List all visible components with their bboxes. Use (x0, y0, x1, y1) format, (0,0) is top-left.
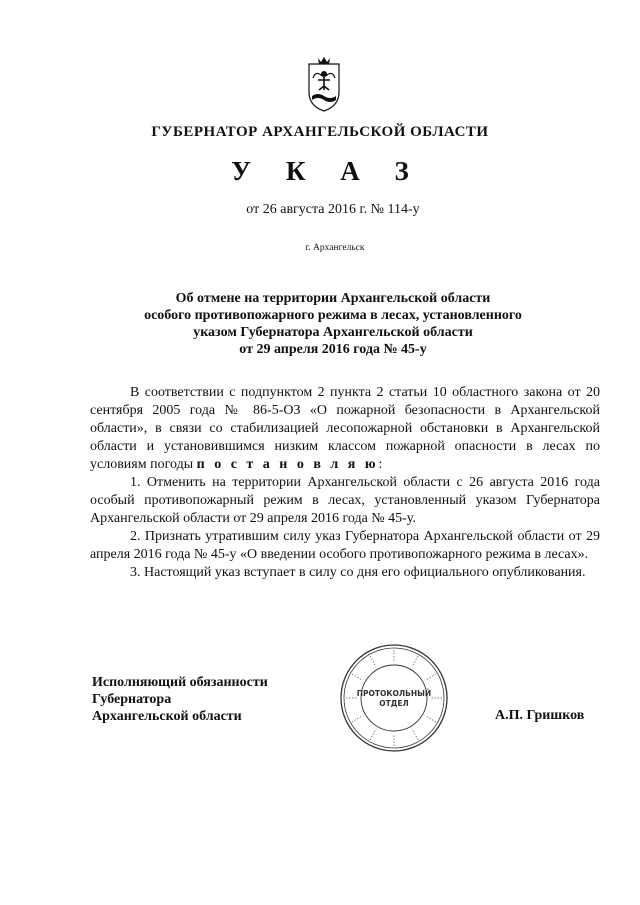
title-line: указом Губернатора Архангельской области (193, 325, 473, 340)
document-city: г. Архангельск (305, 243, 365, 253)
decree-colon: : (378, 457, 383, 472)
issuing-authority: ГУБЕРНАТОР АРХАНГЕЛЬСКОЙ ОБЛАСТИ (151, 124, 489, 140)
title-line: Об отмене на территории Архангельской области (175, 291, 491, 306)
decree-item-1: 1. Отменить на территории Архангельской области с 26 августа 2016 года особый противопожарный режим в лесах, установленный указом Губернатора Архангельской области от 29 апреля 2016 года № 45-у. (90, 475, 600, 526)
preamble-text: В соответствии с подпунктом 2 пункта 2 статьи 10 областного закона от 20 сентября 2005 года № 86-5-ОЗ «О пожарной безопасности в Архангельской области», в связи со стабилизацией лесопожарной обстановки в Архангельской области и установившимся низким классом пожарной опасности в лесах по условиям погоды (90, 385, 600, 472)
official-stamp (338, 642, 450, 754)
signatory-position (92, 674, 268, 725)
document-title (100, 290, 566, 358)
document-date-number: от 26 августа 2016 г. № 114-у (246, 202, 420, 217)
position-line: Губернатора (92, 692, 172, 707)
stamp-center-line-2: ОТДЕЛ (379, 699, 409, 708)
signatory-name: А.П. Гришков (495, 708, 585, 723)
document-body (90, 384, 600, 582)
preamble-paragraph (90, 384, 600, 474)
coat-of-arms-icon (306, 56, 342, 112)
document-type: У К А З (231, 156, 423, 186)
decree-item-2: 2. Признать утратившим силу указ Губернатора Архангельской области от 29 апреля 2016 года № 45-у «О введении особого противопожарного режима в лесах». (90, 529, 600, 562)
title-line: от 29 апреля 2016 года № 45-у (239, 342, 427, 357)
decree-item-3: 3. Настоящий указ вступает в силу со дня его официального опубликования. (130, 565, 586, 580)
stamp-center-line-1: ПРОТОКОЛЬНЫЙ (356, 689, 432, 698)
position-line: Исполняющий обязанности (92, 675, 268, 690)
decree-word: п о с т а н о в л я ю (196, 457, 379, 472)
title-line: особого противопожарного режима в лесах, установленного (144, 308, 522, 323)
position-line: Архангельской области (92, 709, 242, 724)
